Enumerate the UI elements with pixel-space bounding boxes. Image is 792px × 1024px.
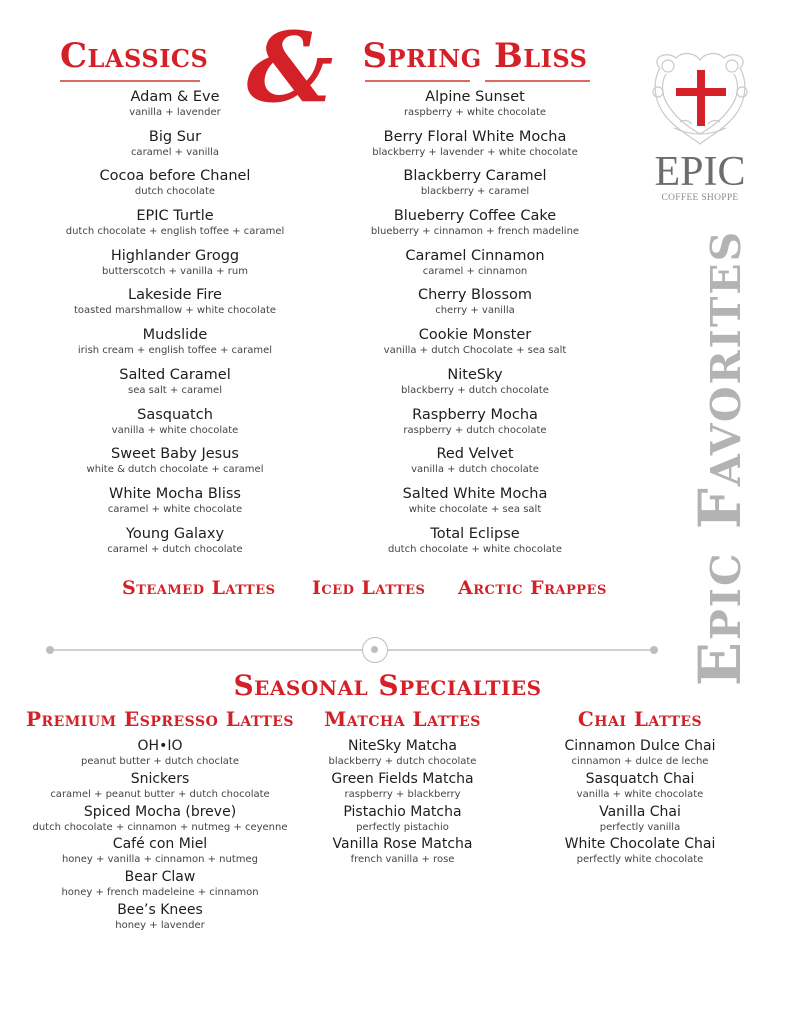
item-name: Cookie Monster (418, 327, 532, 344)
item-name: Sasquatch Chai (585, 770, 695, 787)
item-description: blackberry + lavender + white chocolate (372, 146, 578, 158)
item-name: Highlander Grogg (110, 247, 240, 264)
item-description: perfectly white chocolate (576, 854, 704, 866)
menu-item (25, 868, 295, 901)
item-description: vanilla + dutch Chocolate + sea salt (383, 345, 567, 357)
item-description: perfectly pistachio (356, 821, 449, 833)
item-description: white & dutch chocolate + caramel (86, 464, 264, 476)
menu-item (545, 835, 735, 868)
item-description: vanilla + white chocolate (576, 788, 704, 800)
menu-item (545, 770, 735, 803)
menu-item (350, 128, 600, 168)
menu-item (25, 835, 295, 868)
item-name: Snickers (130, 770, 190, 787)
item-description: raspberry + blackberry (344, 788, 461, 800)
item-description: raspberry + white chocolate (403, 107, 547, 118)
menu-item (350, 207, 600, 247)
item-name: Lakeside Fire (128, 287, 222, 304)
premium-espresso-title: Premium Espresso Lattes (25, 707, 295, 731)
divider-end-dot-right (650, 646, 658, 654)
menu-item (350, 525, 600, 565)
item-description: blackberry + dutch chocolate (401, 384, 549, 396)
menu-item (25, 737, 295, 770)
latte-type-iced: Iced Lattes (312, 577, 426, 599)
chai-lattes-title: Chai Lattes (577, 707, 703, 731)
item-description: raspberry + dutch chocolate (403, 424, 547, 436)
latte-type-steamed: Steamed Lattes (122, 577, 276, 599)
item-name: Spiced Mocha (breve) (83, 803, 237, 820)
menu-item (350, 485, 600, 525)
crest-cross-icon (646, 48, 754, 148)
spring-bliss-underline-right (485, 80, 590, 82)
item-description: caramel + vanilla (130, 146, 220, 158)
item-description: dutch chocolate + english toffee + caramel (65, 226, 285, 238)
epic-logo (640, 48, 760, 208)
item-description: dutch chocolate (134, 186, 216, 198)
item-name: Sasquatch (137, 406, 213, 423)
menu-item (350, 88, 600, 128)
item-name: White Mocha Bliss (109, 485, 241, 502)
item-description: cinnamon + dulce de leche (571, 756, 709, 767)
item-name: Adam & Eve (130, 89, 220, 105)
classics-underline (60, 80, 200, 82)
menu-item (350, 167, 600, 207)
item-name: Caramel Cinnamon (405, 247, 545, 264)
item-description: toasted marshmallow + white chocolate (73, 305, 277, 317)
item-name: Cinnamon Dulce Chai (564, 738, 716, 754)
item-description: honey + vanilla + cinnamon + nutmeg (61, 854, 259, 866)
menu-item (310, 803, 495, 836)
menu-item (350, 286, 600, 326)
item-description: vanilla + white chocolate (111, 424, 239, 436)
menu-item (350, 406, 600, 446)
item-name: NiteSky Matcha (348, 738, 457, 754)
spring-bliss-title: Spring Bliss (362, 36, 588, 76)
premium-espresso-section (25, 705, 295, 934)
item-name: Pistachio Matcha (343, 803, 462, 820)
item-description: honey + lavender (115, 919, 205, 931)
epic-favorites-title (675, 228, 765, 688)
epic-favorites-text: Epic Favorites (686, 229, 754, 687)
menu-item (40, 286, 310, 326)
item-description: dutch chocolate + white chocolate (387, 543, 562, 555)
item-description: peanut butter + dutch choclate (81, 756, 239, 767)
matcha-lattes-title: Matcha Lattes (324, 707, 481, 731)
item-name: Sweet Baby Jesus (111, 446, 239, 463)
item-name: Green Fields Matcha (331, 770, 474, 787)
item-name: Blueberry Coffee Cake (393, 208, 557, 225)
menu-item (40, 326, 310, 366)
spring-bliss-list (350, 88, 600, 564)
item-name: Mudslide (142, 327, 208, 344)
item-description: irish cream + english toffee + caramel (77, 345, 273, 357)
menu-item (25, 901, 295, 934)
item-name: Red Velvet (436, 446, 514, 463)
item-description: vanilla + lavender (129, 107, 221, 118)
section-divider (46, 640, 658, 660)
menu-item (40, 207, 310, 247)
item-description: caramel + cinnamon (422, 265, 528, 277)
spring-bliss-underline-left (365, 80, 470, 82)
item-name: EPIC Turtle (136, 208, 214, 225)
item-name: Vanilla Rose Matcha (332, 836, 473, 853)
ampersand-ornament: & (246, 11, 334, 124)
item-name: Salted Caramel (119, 366, 231, 383)
item-name: Berry Floral White Mocha (383, 128, 567, 145)
brand-name: EPIC (654, 149, 746, 195)
item-name: NiteSky (447, 366, 503, 383)
menu-item (310, 737, 495, 770)
menu-item (40, 406, 310, 446)
item-description: caramel + dutch chocolate (107, 543, 243, 555)
item-name: Cherry Blossom (417, 287, 533, 304)
item-name: Young Galaxy (125, 525, 225, 542)
menu-item (350, 445, 600, 485)
divider-line (50, 649, 654, 651)
item-name: White Chocolate Chai (564, 836, 716, 853)
menu-item (40, 445, 310, 485)
menu-item (25, 803, 295, 836)
item-name: Bee’s Knees (117, 901, 203, 918)
item-name: Total Eclipse (430, 525, 520, 542)
menu-item (25, 770, 295, 803)
item-description: blackberry + caramel (420, 186, 530, 198)
crest-icon (646, 48, 754, 148)
menu-item (40, 485, 310, 525)
classics-list (40, 88, 310, 564)
item-description: french vanilla + rose (350, 854, 455, 866)
latte-types (100, 574, 640, 604)
spring-bliss-section (350, 36, 600, 564)
item-description: dutch chocolate + cinnamon + nutmeg + ceyenne (32, 821, 288, 833)
item-name: OH•IO (137, 738, 183, 754)
spring-bliss-header (350, 36, 600, 88)
classics-title: Classics (60, 36, 209, 76)
item-name: Cocoa before Chanel (99, 168, 251, 185)
item-description: sea salt + caramel (128, 384, 222, 396)
item-name: Vanilla Chai (599, 803, 681, 820)
matcha-lattes-section (310, 705, 495, 868)
menu-item (350, 247, 600, 287)
item-name: Blackberry Caramel (403, 168, 547, 185)
menu-item (350, 326, 600, 366)
menu-item (40, 366, 310, 406)
item-description: cherry + vanilla (435, 305, 515, 317)
item-name: Big Sur (148, 128, 202, 145)
item-name: Alpine Sunset (425, 89, 525, 105)
brand-tagline: COFFEE SHOPPE (661, 193, 739, 203)
seasonal-specialties-title: Seasonal Specialties (233, 669, 542, 702)
item-name: Salted White Mocha (402, 485, 548, 502)
item-description: blackberry + dutch chocolate (328, 756, 477, 767)
menu-item (40, 525, 310, 565)
item-description: vanilla + dutch chocolate (411, 464, 539, 476)
item-description: blueberry + cinnamon + french madeline (370, 226, 580, 238)
divider-center-circle-icon (362, 637, 388, 663)
item-description: butterscotch + vanilla + rum (102, 265, 248, 277)
item-description: caramel + peanut butter + dutch chocolate (50, 788, 270, 800)
item-description: caramel + white chocolate (107, 503, 243, 515)
item-description: honey + french madeleine + cinnamon (61, 887, 259, 899)
item-description: white chocolate + sea salt (408, 503, 542, 515)
divider-end-dot-left (46, 646, 54, 654)
menu-item (40, 167, 310, 207)
chai-lattes-section (545, 705, 735, 868)
menu-item (310, 835, 495, 868)
item-name: Raspberry Mocha (412, 406, 538, 423)
menu-item (350, 366, 600, 406)
item-description: perfectly vanilla (599, 821, 681, 833)
latte-type-arctic: Arctic Frappes (458, 577, 607, 599)
menu-item (310, 770, 495, 803)
item-name: Bear Claw (124, 869, 196, 886)
menu-item (545, 803, 735, 836)
item-name: Café con Miel (112, 836, 208, 853)
menu-item (40, 247, 310, 287)
menu-item (40, 128, 310, 168)
menu-item (545, 737, 735, 770)
